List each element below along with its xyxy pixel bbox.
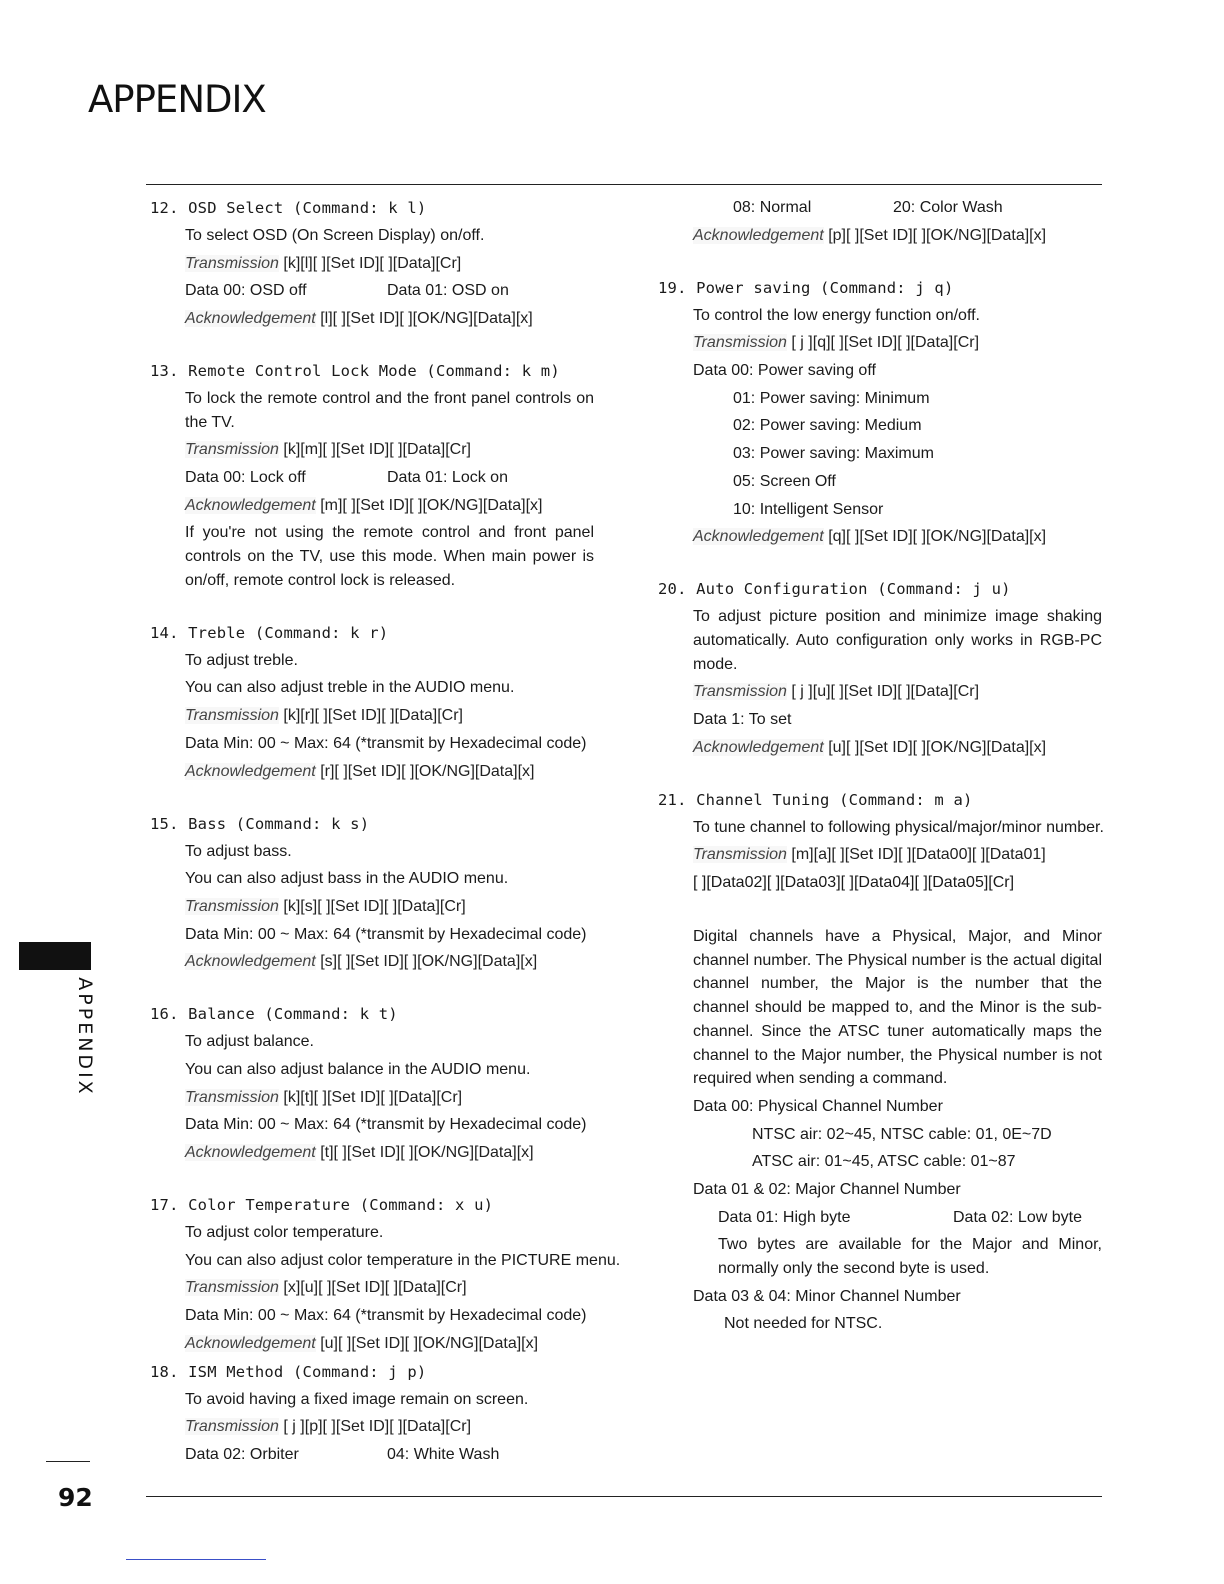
section-treble: [150, 621, 594, 784]
data-value: Data 02: Low byte: [953, 1208, 1082, 1226]
section-title: 17. Color Temperature (Command: x u): [150, 1196, 494, 1215]
transmission-line: [185, 895, 594, 919]
transmission-label: Transmission: [693, 683, 787, 701]
description: To control the low energy function on/off.: [693, 306, 980, 324]
note: Not needed for NTSC.: [724, 1315, 883, 1333]
transmission-line: [693, 331, 1102, 355]
acknowledgement-line: [185, 307, 594, 331]
section-tab-marker: [19, 942, 91, 970]
transmission-command-continued: [ ][Data02][ ][Data03][ ][Data04][ ][Data05][Cr]: [693, 874, 1015, 892]
section-color-temperature: [150, 1193, 621, 1356]
section-ism-method: [150, 1360, 594, 1467]
description: You can also adjust bass in the AUDIO menu.: [185, 870, 509, 888]
acknowledgement-command: [t][ ][Set ID][ ][OK/NG][Data][x]: [320, 1144, 534, 1162]
transmission-command: [ j ][p][ ][Set ID][ ][Data][Cr]: [283, 1418, 472, 1436]
acknowledgement-line: [185, 950, 594, 974]
description: To tune channel to following physical/major/minor number.: [693, 818, 1104, 836]
description: To select OSD (On Screen Display) on/off.: [185, 227, 485, 244]
acknowledgement-label: Acknowledgement: [693, 738, 824, 756]
transmission-label: Transmission: [185, 1088, 279, 1106]
section-power-saving: [658, 276, 1102, 550]
transmission-command: [k][l][ ][Set ID][ ][Data][Cr]: [283, 254, 462, 272]
transmission-label: Transmission: [693, 846, 787, 864]
data-value: Data 00: OSD off: [185, 282, 307, 300]
top-divider: [146, 184, 1102, 185]
link-underline: [126, 1559, 266, 1560]
data-values: [693, 196, 1102, 220]
transmission-line: [185, 704, 594, 728]
acknowledgement-label: Acknowledgement: [185, 1334, 316, 1352]
transmission-command: [m][a][ ][Set ID][ ][Data00][ ][Data01]: [791, 846, 1046, 864]
acknowledgement-command: [l][ ][Set ID][ ][OK/NG][Data][x]: [320, 310, 533, 328]
transmission-line: [693, 680, 1102, 704]
acknowledgement-command: [p][ ][Set ID][ ][OK/NG][Data][x]: [828, 226, 1047, 244]
acknowledgement-command: [q][ ][Set ID][ ][OK/NG][Data][x]: [828, 528, 1047, 546]
data-value: Data 02: Orbiter: [185, 1446, 299, 1464]
transmission-command: [k][s][ ][Set ID][ ][Data][Cr]: [283, 897, 466, 915]
transmission-line: [185, 1276, 594, 1300]
section-title: 21. Channel Tuning (Command: m a): [658, 790, 973, 809]
data-option: 01: Power saving: Minimum: [733, 389, 930, 407]
data-range: Data Min: 00 ~ Max: 64 (*transmit by Hexadecimal code): [185, 1307, 587, 1325]
transmission-label: Transmission: [185, 1279, 279, 1297]
side-section-label: APPENDIX: [74, 977, 96, 1097]
acknowledgement-command: [s][ ][Set ID][ ][OK/NG][Data][x]: [320, 953, 538, 971]
data-value: Data 00: Lock off: [185, 469, 306, 487]
acknowledgement-label: Acknowledgement: [185, 953, 316, 971]
acknowledgement-line: [693, 525, 1102, 549]
data-values: [693, 1206, 1102, 1230]
description: To avoid having a fixed image remain on screen.: [185, 1390, 529, 1408]
transmission-command: [k][r][ ][Set ID][ ][Data][Cr]: [283, 707, 463, 725]
description: To adjust balance.: [185, 1033, 314, 1051]
data-value: Data 00: Power saving off: [693, 362, 876, 380]
description: You can also adjust treble in the AUDIO menu.: [185, 679, 515, 697]
transmission-label: Transmission: [185, 707, 279, 725]
data-option: 03: Power saving: Maximum: [733, 445, 934, 463]
section-bass: [150, 812, 594, 975]
data-values: [185, 466, 594, 490]
transmission-line: [185, 438, 594, 462]
data-option: 10: Intelligent Sensor: [733, 500, 884, 518]
data-value: Data 03 & 04: Minor Channel Number: [693, 1287, 961, 1305]
data-range: ATSC air: 01~45, ATSC cable: 01~87: [752, 1153, 1016, 1171]
left-column: [150, 196, 621, 1495]
transmission-line: [185, 1415, 594, 1439]
description: To adjust bass.: [185, 842, 292, 860]
transmission-label: Transmission: [185, 441, 279, 459]
transmission-label: Transmission: [185, 897, 279, 915]
transmission-line: [693, 843, 1102, 867]
acknowledgement-label: Acknowledgement: [185, 1144, 316, 1162]
description: You can also adjust color temperature in the PICTURE menu.: [185, 1251, 621, 1269]
explanation-paragraph: Digital channels have a Physical, Major, and Minor channel number. The Physical number is the actual digital channel number, the Major is the number that the channel should be mapped to, and the Minor is the sub-channel. Since the ATSC tuner automatically maps the channel to the Major number, the Physical number is not required when sending a command.: [693, 927, 1102, 1088]
data-value: Data 1: To set: [693, 710, 792, 728]
section-ism-method-continued: [658, 196, 1102, 248]
section-title: 20. Auto Configuration (Command: j u): [658, 580, 1011, 599]
description: To lock the remote control and the front panel controls on the TV.: [185, 390, 594, 431]
description: To adjust picture position and minimize image shaking automatically. Auto configuration only works in RGB-PC mode.: [693, 608, 1102, 673]
section-channel-tuning: [658, 788, 1102, 1337]
data-value: 20: Color Wash: [893, 199, 1003, 216]
transmission-command: [k][t][ ][Set ID][ ][Data][Cr]: [283, 1088, 463, 1106]
transmission-command: [ j ][u][ ][Set ID][ ][Data][Cr]: [791, 683, 980, 701]
page-number: 92: [58, 1483, 93, 1512]
transmission-command: [ j ][q][ ][Set ID][ ][Data][Cr]: [791, 334, 980, 352]
data-value: Data 01: High byte: [718, 1208, 851, 1226]
acknowledgement-line: [185, 760, 594, 784]
data-range: Data Min: 00 ~ Max: 64 (*transmit by Hexadecimal code): [185, 925, 587, 943]
data-value: Data 01: OSD on: [387, 282, 509, 300]
data-value: 04: White Wash: [387, 1446, 500, 1464]
bottom-divider: [146, 1496, 1102, 1497]
acknowledgement-label: Acknowledgement: [185, 310, 316, 328]
transmission-line: [185, 252, 594, 276]
section-balance: [150, 1002, 594, 1165]
page-title: APPENDIX: [88, 78, 266, 121]
transmission-label: Transmission: [693, 334, 787, 352]
acknowledgement-line: [693, 736, 1102, 760]
section-remote-control-lock: [150, 359, 594, 593]
section-title: 13. Remote Control Lock Mode (Command: k m): [150, 362, 560, 381]
transmission-command: [x][u][ ][Set ID][ ][Data][Cr]: [283, 1279, 467, 1297]
acknowledgement-line: [185, 1332, 594, 1356]
section-auto-configuration: [658, 577, 1102, 759]
data-range: Data Min: 00 ~ Max: 64 (*transmit by Hexadecimal code): [185, 734, 587, 752]
right-column: [658, 196, 1102, 1364]
transmission-label: Transmission: [185, 1418, 279, 1436]
acknowledgement-command: [m][ ][Set ID][ ][OK/NG][Data][x]: [320, 496, 543, 514]
data-values: [185, 279, 594, 303]
acknowledgement-label: Acknowledgement: [185, 762, 316, 780]
description: To adjust treble.: [185, 651, 298, 669]
data-value: Data 00: Physical Channel Number: [693, 1097, 943, 1115]
spacer: [693, 899, 1102, 925]
data-value: 08: Normal: [733, 199, 812, 216]
acknowledgement-line: [693, 224, 1102, 248]
acknowledgement-command: [u][ ][Set ID][ ][OK/NG][Data][x]: [320, 1334, 539, 1352]
acknowledgement-command: [u][ ][Set ID][ ][OK/NG][Data][x]: [828, 738, 1047, 756]
transmission-command: [k][m][ ][Set ID][ ][Data][Cr]: [283, 441, 471, 459]
data-option: 05: Screen Off: [733, 472, 836, 490]
acknowledgement-label: Acknowledgement: [185, 496, 316, 514]
description: To adjust color temperature.: [185, 1224, 384, 1242]
section-osd-select: [150, 196, 594, 331]
acknowledgement-command: [r][ ][Set ID][ ][OK/NG][Data][x]: [320, 762, 535, 780]
data-values: [185, 1443, 594, 1467]
section-title: 16. Balance (Command: k t): [150, 1005, 398, 1024]
acknowledgement-line: [185, 1141, 594, 1165]
page-number-rule: [46, 1461, 90, 1462]
data-range: Data Min: 00 ~ Max: 64 (*transmit by Hexadecimal code): [185, 1116, 587, 1134]
transmission-line: [185, 1086, 594, 1110]
section-title: 19. Power saving (Command: j q): [658, 278, 954, 297]
transmission-label: Transmission: [185, 254, 279, 272]
data-range: NTSC air: 02~45, NTSC cable: 01, 0E~7D: [752, 1125, 1052, 1143]
data-option: 02: Power saving: Medium: [733, 417, 922, 435]
description: You can also adjust balance in the AUDIO menu.: [185, 1060, 531, 1078]
section-title: 15. Bass (Command: k s): [150, 814, 370, 833]
acknowledgement-label: Acknowledgement: [693, 528, 824, 546]
data-value: Data 01: Lock on: [387, 469, 508, 487]
section-title: 14. Treble (Command: k r): [150, 623, 389, 642]
section-title: 18. ISM Method (Command: j p): [150, 1362, 427, 1381]
note: If you're not using the remote control and front panel controls on the TV, use this mode. When main power is on/off, remote control lock is released.: [185, 524, 594, 589]
acknowledgement-line: [185, 494, 594, 518]
data-value: Data 01 & 02: Major Channel Number: [693, 1181, 961, 1199]
section-title: 12. OSD Select (Command: k l): [150, 199, 427, 217]
note: Two bytes are available for the Major and Minor, normally only the second byte is used.: [718, 1236, 1102, 1278]
acknowledgement-label: Acknowledgement: [693, 226, 824, 244]
